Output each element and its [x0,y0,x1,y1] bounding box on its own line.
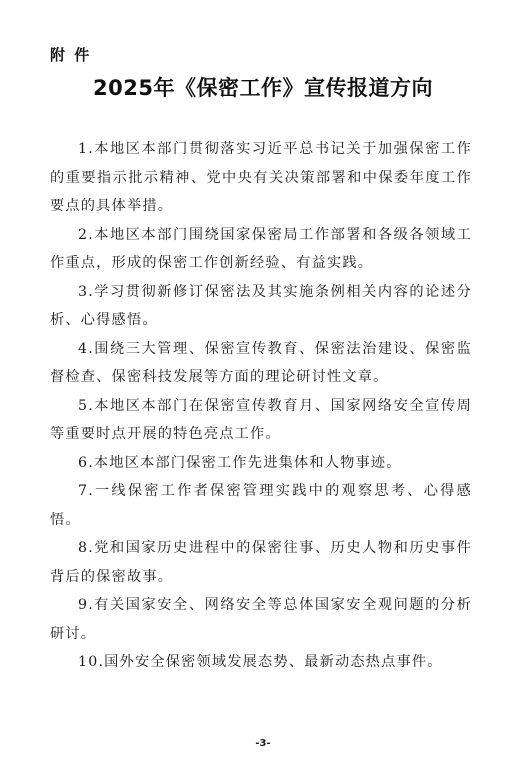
list-item: 8.党和国家历史进程中的保密往事、历史人物和历史事件背后的保密故事。 [50,540,472,585]
list-item: 2.本地区本部门围绕国家保密局工作部署和各级各领域工作重点，形成的保密工作创新经验、有益实践。 [50,226,472,271]
attachment-label: 附 件 [50,46,92,64]
list-item: 9.有关国家安全、网络安全等总体国家安全观问题的分析研讨。 [50,597,472,642]
list-item: 10.国外安全保密领域发展态势、最新动态热点事件。 [78,654,443,670]
list-item: 1.本地区本部门贯彻落实习近平总书记关于加强保密工作的重要指示批示精神、党中央有关决策部署和中保委年度工作要点的具体举措。 [50,141,472,214]
list-item: 6.本地区本部门保密工作先进集体和人物事迹。 [78,454,402,471]
document-title: 2025年《保密工作》宣传报道方向 [93,76,433,100]
list-item: 7.一线保密工作者保密管理实践中的观察思考、心得感悟。 [50,483,472,528]
reporting-directions-list [50,135,472,677]
list-item: 5.本地区本部门在保密宣传教育月、国家网络安全宣传周等重要时点开展的特色亮点工作。 [50,397,472,442]
page-number: -3- [255,738,271,749]
list-item: 4.围绕三大管理、保密宣传教育、保密法治建设、保密监督检查、保密科技发展等方面的理论研讨性文章。 [50,340,472,385]
list-item: 3.学习贯彻新修订保密法及其实施条例相关内容的论述分析、心得感悟。 [50,283,472,328]
